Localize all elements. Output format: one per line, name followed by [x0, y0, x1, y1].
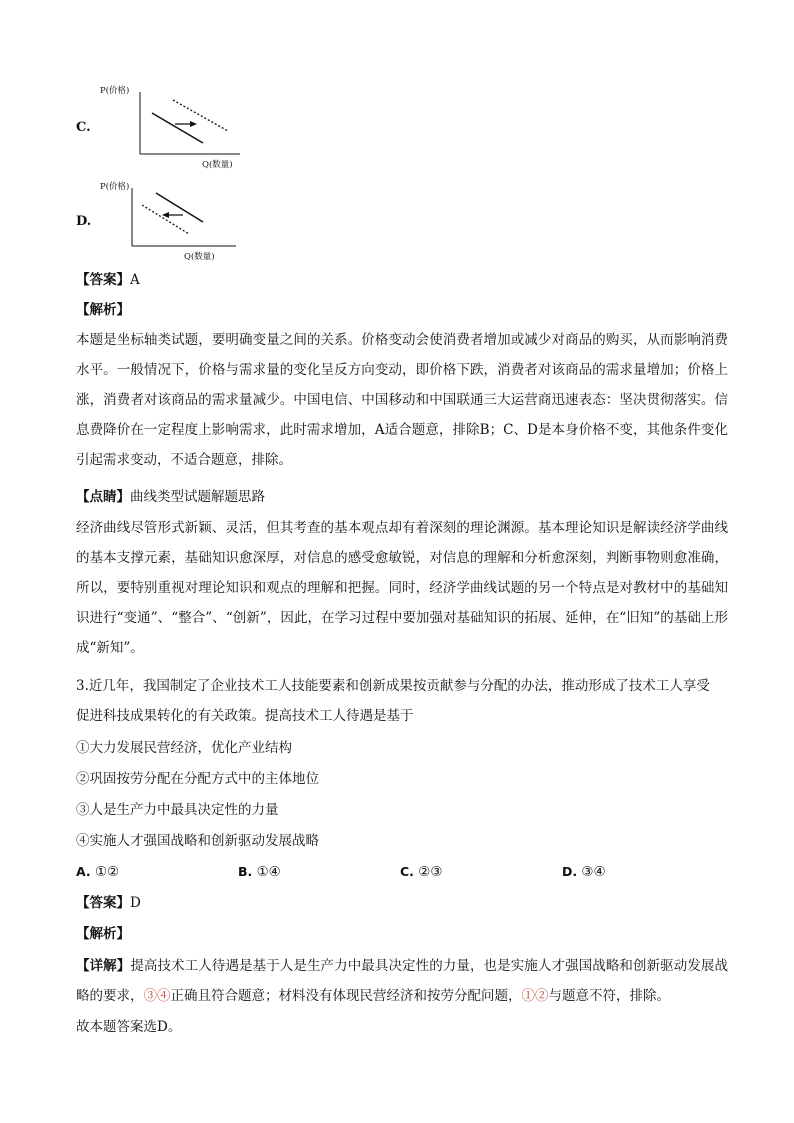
q2-tip-heading	[76, 487, 726, 507]
q3-detail-tag: 【详解】	[76, 958, 131, 974]
q3-stem-line2: 促进科技成果转化的有关政策。提高技术工人待遇是基于	[76, 708, 414, 724]
graph-c-solid-curve	[152, 113, 203, 143]
q2-tip-tag: 【点睛】	[76, 489, 130, 505]
q3-analysis-tag: 【解析】	[76, 926, 130, 942]
q3-detail: 【详解】提高技术工人待遇是基于人是生产力中最具决定性的力量，也是实施人才强国战略和创新驱动发展战略的要求，③④正确且符合题意；材料没有体现民营经济和按劳分配问题，①②与题意不符，排除。	[76, 958, 729, 1004]
q3-detail-wrong: ①②	[521, 988, 549, 1004]
graph-c-xlabel: Q(数量)	[202, 160, 233, 170]
q2-answer	[76, 270, 726, 290]
option-c-letter: C.	[76, 120, 91, 135]
graph-d-xlabel: Q(数量)	[184, 252, 215, 262]
q3-choice-c: C. ②③	[400, 864, 443, 880]
q2-answer-tag: 【答案】	[76, 272, 130, 288]
q3-choice-d: D. ③④	[562, 864, 606, 880]
q2-analysis-tag: 【解析】	[76, 302, 130, 318]
q3-detail-correct: ③④	[143, 988, 171, 1004]
graph-c-dotted-curve	[173, 100, 228, 131]
option-d-letter: D.	[76, 214, 92, 229]
q3-answer-value: D	[130, 895, 141, 911]
graph-d	[96, 178, 256, 272]
q3-choice-b: B. ①④	[238, 864, 281, 880]
q3-item-4: ④实施人才强国战略和创新驱动发展战略	[76, 833, 319, 849]
q3-item-1: ①大力发展民营经济，优化产业结构	[76, 740, 292, 756]
q2-answer-value: A	[130, 272, 140, 288]
q3-item-2: ②巩固按劳分配在分配方式中的主体地位	[76, 771, 319, 787]
q3-conclusion: 故本题答案选D。	[76, 1019, 182, 1035]
graph-c-arrow-head	[190, 121, 197, 127]
graph-c	[96, 84, 256, 178]
q3-answer-tag: 【答案】	[76, 895, 130, 911]
graph-d-arrow-head	[162, 212, 169, 218]
graph-c-ylabel: P(价格)	[100, 86, 130, 96]
q3-stem-line1: 3.近几年，我国制定了企业技术工人技能要素和创新成果按贡献参与分配的办法，推动形成了技术工人享受	[76, 678, 710, 694]
q3-item-3: ③人是生产力中最具决定性的力量	[76, 802, 279, 818]
graph-d-svg	[96, 178, 256, 268]
graph-d-ylabel: P(价格)	[100, 182, 130, 192]
q3-answer	[76, 893, 726, 913]
q2-tip-title: 曲线类型试题解题思路	[130, 489, 265, 505]
q2-tip-text: 经济曲线尽管形式新颖、灵活，但其考查的基本观点却有着深刻的理论渊源。基本理论知识是解读经济学曲线的基本支撑元素，基础知识愈深厚，对信息的感受愈敏锐，对信息的理解和分析愈深刻，判断事物则愈准确，所以，要特别重视对理论知识和观点的理解和把握。同时，经济学曲线试题的另一个特点是对教材中的基础知识进行“变通”、“整合”、“创新”，因此，在学习过程中要加强对基础知识的拓展、延伸，在“旧知”的基础上形成“新知”。	[76, 520, 728, 656]
q2-analysis-text: 本题是坐标轴类试题，要明确变量之间的关系。价格变动会使消费者增加或减少对商品的购买，从而影响消费水平。一般情况下，价格与需求量的变化呈反方向变动，即价格下跌，消费者对该商品的需求量增加；价格上涨，消费者对该商品的需求量减少。中国电信、中国移动和中国联通三大运营商迅速表态：坚决贯彻落实。信息费降价在一定程度上影响需求，此时需求增加，A适合题意，排除B；C、D是本身价格不变，其他条件变化引起需求变动，不适合题意，排除。	[76, 332, 728, 468]
graph-c-svg	[96, 84, 256, 174]
q3-choice-a: A. ①②	[76, 864, 120, 880]
